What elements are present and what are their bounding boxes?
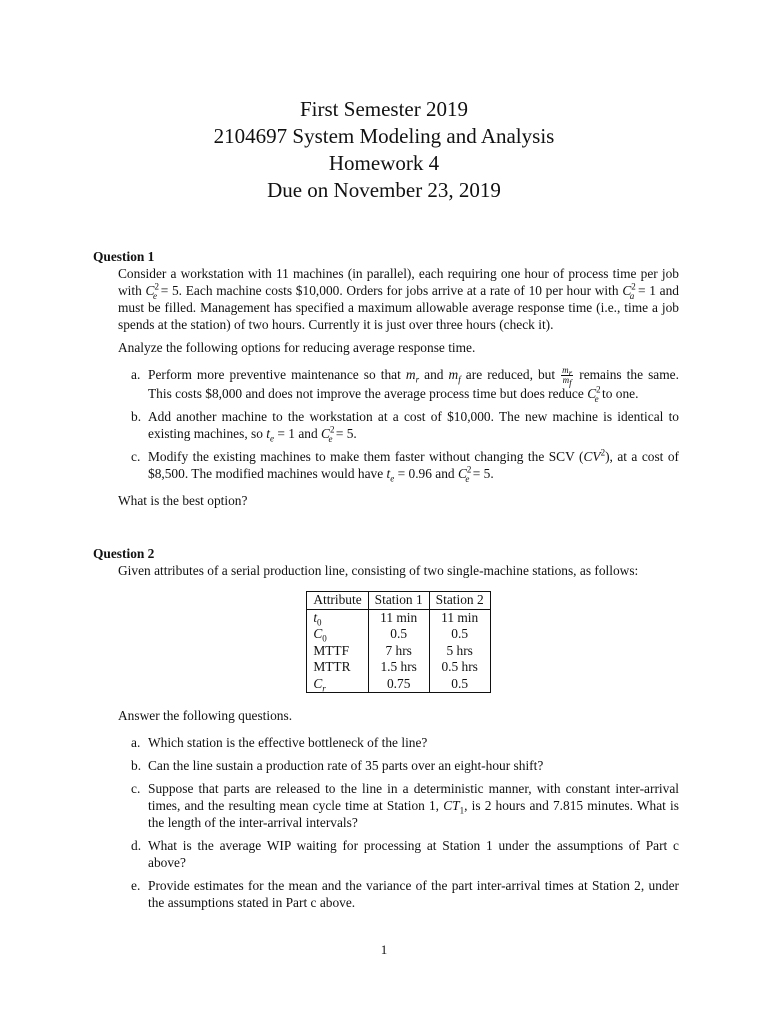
question-1 <box>93 248 679 509</box>
table-cell: 0.5 <box>451 626 469 641</box>
table-row <box>307 643 490 660</box>
item-a: a. Which station is the effective bottleneck of the line? <box>131 735 428 750</box>
table-cell-attribute: MTTR <box>307 659 368 676</box>
title-block <box>0 96 768 204</box>
semester-line: First Semester 2019 <box>300 97 468 121</box>
table-header-attribute: Attribute <box>307 592 368 610</box>
attribute-table <box>306 591 490 693</box>
course-line: 2104697 System Modeling and Analysis <box>213 124 555 148</box>
question-1-title: Question 1 <box>93 249 155 264</box>
table-header-station-1: Station 1 <box>368 592 429 610</box>
table-cell: 7 hrs <box>368 643 429 660</box>
table-cell: 0.5 <box>368 626 429 643</box>
question-2-items <box>118 734 679 911</box>
table-cell: 5 hrs <box>446 642 473 658</box>
question-2-intro: Given attributes of a serial production line, consisting of two single-machine stations, as follows: <box>118 563 639 578</box>
question-2 <box>93 545 679 911</box>
table-cell-attribute: $t_0$ <box>307 609 368 626</box>
option-c: c. Modify the existing machines to make them faster without changing the SCV $(CV^2)$, at a cost of $8,500. The modified machines would have $t_e = 0.96$ and $C^2_e = 5$. <box>131 447 679 485</box>
table-cell-attribute: MTTF <box>307 643 368 660</box>
table-cell-attribute: $C_0$ <box>307 626 368 643</box>
item-c: c. Suppose that parts are released to the line in a deterministic manner, with constant inter-arrival times, and the resulting mean cycle time at Station 1, $CT_1$, is 2 hours and 7.815 minutes. What is the length of the inter-arrival intervals? <box>131 781 679 830</box>
attribute-table-wrap <box>118 591 679 693</box>
table-cell: 11 min <box>441 609 479 625</box>
item-d: d. What is the average WIP waiting for processing at Station 1 under the assumptions of Part c above? <box>131 838 679 870</box>
homework-line: Homework 4 <box>328 151 440 175</box>
question-1-intro: Consider a workstation with 11 machines (in parallel), each requiring one hour of process time per job with $C^2_e = 5$. Each machine costs $10,000. Orders for jobs arrive at a rate of 10 per hour with $C^2_a = 1$ and must be filled. Management has specified a maximum allowable average response time (i.e., time a job spends at the station) of two hours. Currently it is just over three hours (check it). <box>118 266 680 332</box>
table-row <box>307 626 490 643</box>
question-1-prompt: Analyze the following options for reducing average response time. <box>118 340 476 355</box>
item-b: b. Can the line sustain a production rate of 35 parts over an eight-hour shift? <box>131 758 544 773</box>
table-row <box>307 609 490 626</box>
due-date-line: Due on November 23, 2019 <box>267 178 501 202</box>
item-e: e. Provide estimates for the mean and the variance of the part inter-arrival times at Station 2, under the assumptions stated in Part c above. <box>131 878 679 910</box>
question-1-closing: What is the best option? <box>118 493 248 509</box>
question-2-prompt: Answer the following questions. <box>118 708 293 723</box>
table-row <box>307 659 490 676</box>
table-cell: 0.75 <box>368 676 429 693</box>
table-cell: 0.5 <box>451 675 469 691</box>
table-cell: 1.5 hrs <box>368 659 429 676</box>
table-cell-attribute: $C_r$ <box>307 676 368 693</box>
table-cell: 11 min <box>368 609 429 626</box>
question-1-options <box>118 365 679 485</box>
table-header-station-2: Station 2 <box>429 592 490 610</box>
option-a: a. Perform more preventive maintenance so that $m_r$ and $m_f$ are reduced, but $\frac{m_r}{m_f}$ remains the same. This costs $8,000 and does not improve the average process time but does reduce $C^2_e$ to one. <box>131 365 679 405</box>
option-b: b. Add another machine to the workstation at a cost of $10,000. The new machine is identical to existing machines, so $t_e = 1$ and $C^2_e = 5$. <box>131 409 679 445</box>
table-row <box>307 676 490 693</box>
page-number: 1 <box>380 942 388 957</box>
table-cell: 0.5 hrs <box>441 659 478 674</box>
question-2-title: Question 2 <box>93 546 155 561</box>
